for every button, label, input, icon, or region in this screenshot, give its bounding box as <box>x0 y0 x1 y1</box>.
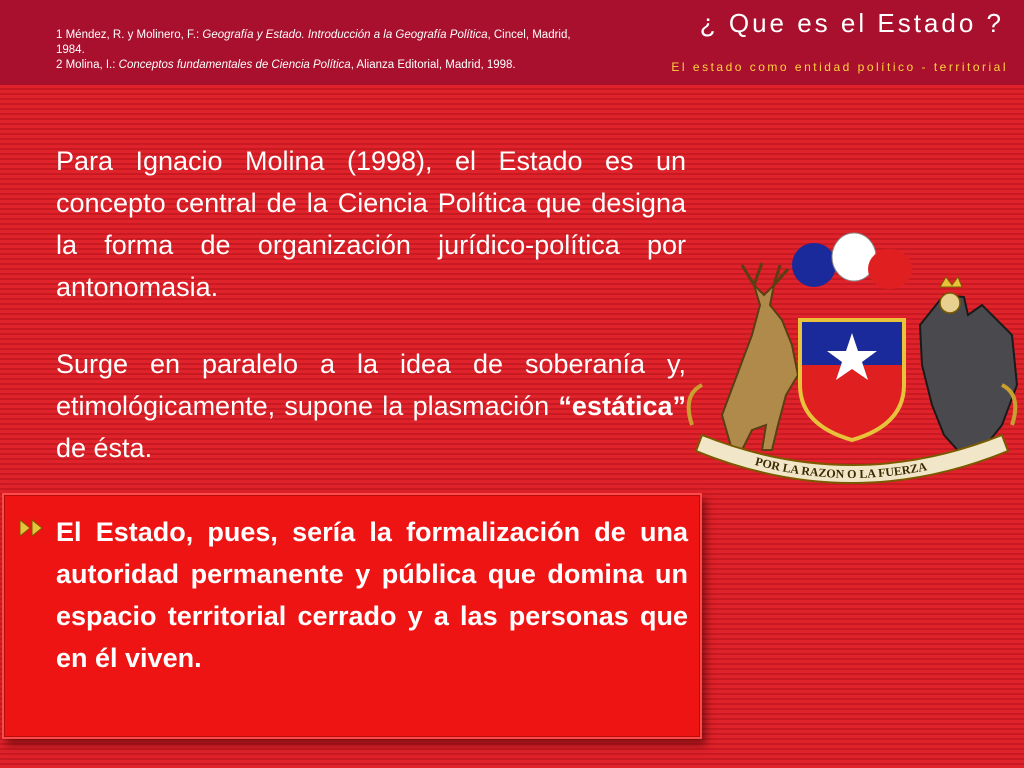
paragraph-2-quote: “estática” <box>558 391 686 421</box>
footnotes <box>56 28 596 73</box>
slide-subtitle: El estado como entidad político - territorial <box>671 60 1008 74</box>
emblem-motto: POR LA RAZON O LA FUERZA <box>753 454 928 482</box>
footnote-2: 2 Molina, I.: Conceptos fundamentales de Ciencia Política, Alianza Editorial, Madrid, 1998. <box>56 59 516 71</box>
shield <box>800 320 904 440</box>
paragraph-2-start: Surge en paralelo a la idea de soberanía y, etimológicamente, supone la plasmación <box>56 349 686 421</box>
coat-of-arms-emblem <box>682 225 1022 495</box>
paragraph-molina <box>56 140 686 308</box>
footnote-1: 1 Méndez, R. y Molinero, F.: Geografía y Estado. Introducción a la Geografía Política, Cincel, Madrid, 1984. <box>56 29 571 56</box>
feathers-plume <box>792 233 912 289</box>
header-bar <box>0 0 1024 85</box>
paragraph-2-end: de ésta. <box>56 433 153 463</box>
condor-bird <box>920 277 1017 455</box>
paragraph-soberania <box>56 343 686 469</box>
highlight-text: El Estado, pues, sería la formalización de una autoridad permanente y pública que domina un espacio territorial cerrado y a las personas que en él viven. <box>56 517 688 673</box>
paragraph-1-text: Para Ignacio Molina (1998), el Estado es un concepto central de la Ciencia Política que designa la forma de organización jurídico-política por antonomasia. <box>56 146 686 302</box>
double-arrow-bullet-icon <box>18 517 48 539</box>
slide-title: ¿ Que es el Estado ? <box>699 8 1004 38</box>
highlight-box <box>2 493 702 739</box>
huemul-deer <box>722 263 798 450</box>
